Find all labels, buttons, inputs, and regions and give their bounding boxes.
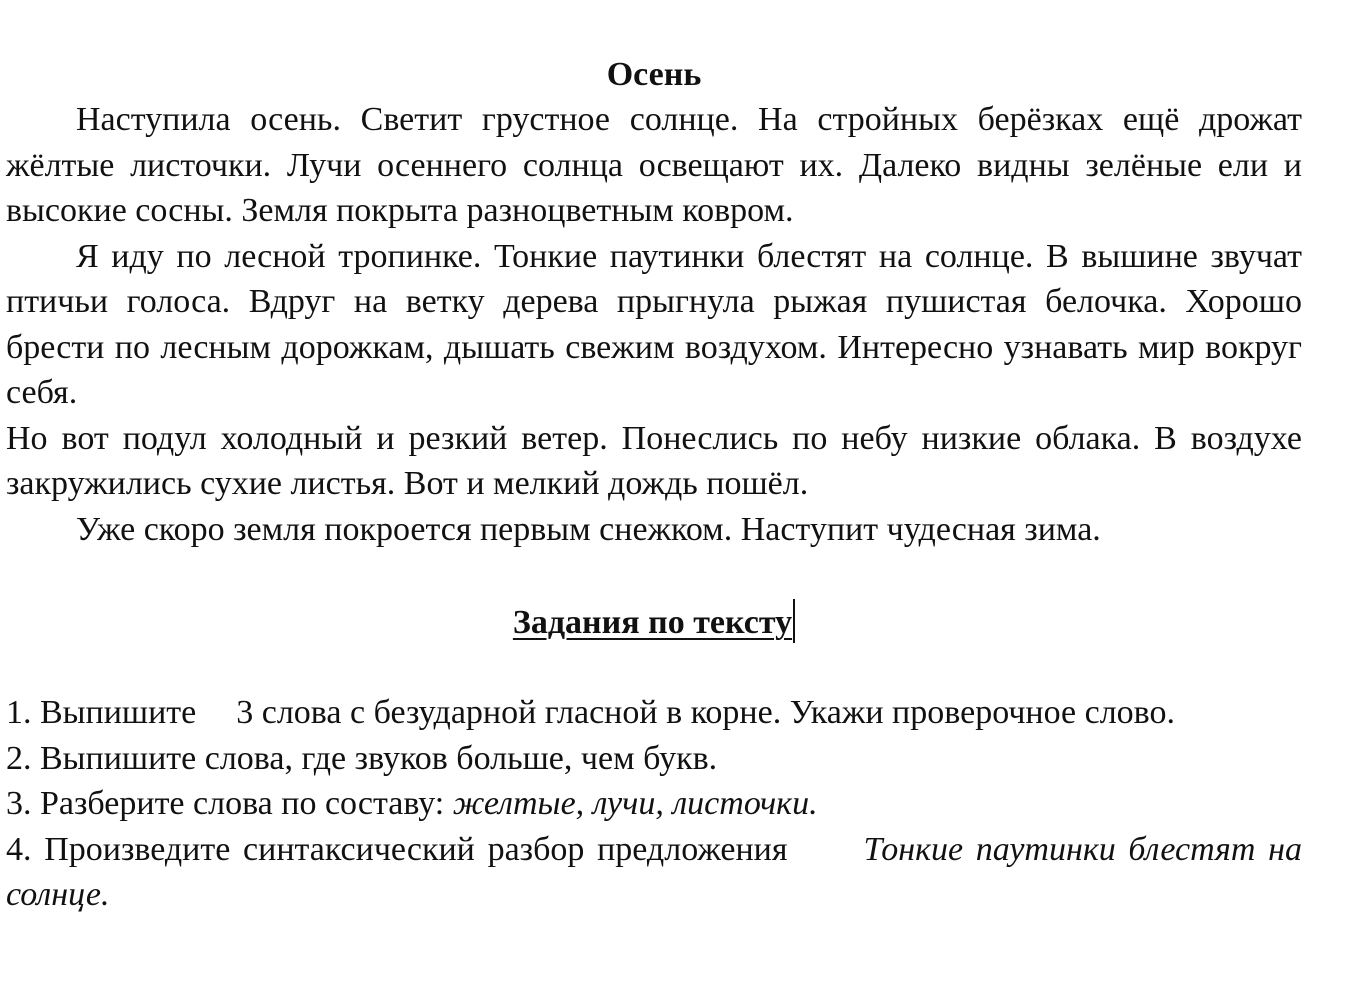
task-1-text: 3 слова с безударной гласной в корне. Укажи проверочное слово. [236, 694, 1176, 731]
task-1-lead: 1. Выпишите [6, 694, 197, 731]
document-title: Осень [606, 56, 702, 93]
text-cursor [793, 599, 795, 643]
task-2-text: 2. Выпишите слова, где звуков больше, чем букв. [6, 739, 718, 777]
paragraph-4: Уже скоро земля покроется первым снежком. Наступит чудесная зима. [76, 510, 1101, 548]
task-item-2 [6, 736, 1302, 782]
task-4-sentence: Тонкие паутинки блестят на солнце. [6, 830, 1302, 913]
tasks-heading-text: Задания по тексту [512, 604, 793, 641]
paragraph-1: Наступила осень. Светит грустное солнце. На стройных берёзках ещё дрожат жёлтые листочки. Лучи осеннего солнца освещают их. Далеко видны зелёные ели и высокие сосны. Земля покрыта разноцветным ковром. [6, 101, 1302, 229]
task-item-1 [6, 690, 1302, 736]
task-item-3 [6, 781, 1302, 827]
task-4-text: 4. Произведите синтаксический разбор предложения [6, 830, 788, 868]
task-item-4 [6, 827, 1302, 918]
task-3-text: 3. Разберите слова по составу: [6, 785, 453, 822]
paragraph-2: Я иду по лесной тропинке. Тонкие паутинки блестят на солнце. В вышине звучат птичьи голоса. Вдруг на ветку дерева прыгнула рыжая пушистая белочка. Хорошо брести по лесным дорожкам, дышать свежим воздухом. Интересно узнавать мир вокруг себя. [6, 237, 1302, 411]
tasks-heading [6, 599, 1302, 645]
paragraph-3: Но вот подул холодный и резкий ветер. Понеслись по небу низкие облака. В воздухе закружились сухие листья. Вот и мелкий дождь пошёл. [6, 419, 1302, 502]
document-text [6, 97, 1302, 552]
tasks-list [6, 690, 1302, 918]
task-3-words: желтые, лучи, листочки. [452, 785, 818, 822]
